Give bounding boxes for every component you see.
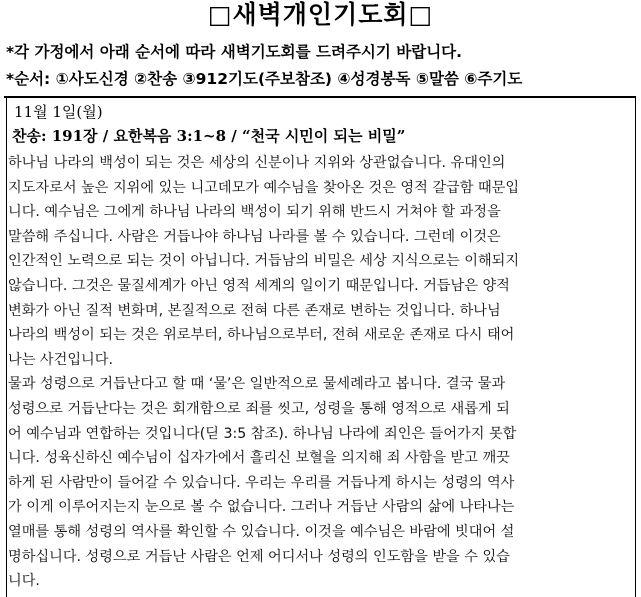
body-line: 니다. [8, 573, 40, 590]
body-line: 나는 사건입니다. [8, 351, 113, 368]
body-line: 하게 된 사람만이 들어갈 수 있습니다. 우리는 우리를 거듭나게 하시는 성령의 역사 [8, 474, 515, 491]
body-line: 니다. 예수님은 그에게 하나님 나라의 백성이 되기 위해 반드시 거쳐야 할 과정을 [8, 204, 501, 221]
body-line: 하나님 나라의 백성이 되는 것은 세상의 신분이나 지위와 상관없습니다. 유대인의 [8, 155, 506, 171]
hymn-scripture-line: 찬송: 191장 / 요한복음 3:1~8 / “천국 시민이 되는 비밀” [12, 127, 406, 145]
body-line: 명하십니다. 성령으로 거듭난 사람은 언제 어디서나 성령의 인도함을 받을 수 있습 [8, 548, 510, 565]
body-line: 어 예수님과 연합하는 것입니다(딛 3:5 참조). 하나님 나라에 죄인은 들어가지 못합 [8, 425, 517, 442]
body-line: 열매를 통해 성령의 역사를 확인할 수 있습니다. 이것을 예수님은 바람에 빗대어 설 [8, 523, 515, 540]
body-line: 나라의 백성이 되는 것은 위로부터, 하나님으로부터, 전혀 새로운 존재로 다시 태어 [8, 327, 515, 344]
body-line: 지도자로서 높은 지위에 있는 니고데모가 예수님을 찾아온 것은 영적 갈급함 때문입 [8, 179, 520, 196]
order-of-service: *순서: ①사도신경 ②찬송 ③912기도(주보참조) ④성경봉독 ⑤말씀 ⑥주기도 [6, 70, 523, 88]
devotion-body [8, 151, 635, 594]
body-line: 성령으로 거듭난다는 것은 회개함으로 죄를 씻고, 성령을 통해 영적으로 새롭게 되 [8, 400, 510, 417]
page-title: □새벽개인기도회□ [207, 0, 434, 29]
body-line: 말씀해 주십니다. 사람은 거듭나야 하나님 나라를 볼 수 있습니다. 그런데 이것은 [8, 228, 501, 245]
body-line: 인간적인 노력으로 되는 것이 아닙니다. 거듭남의 비밀은 세상 지식으로는 이해되지 [8, 253, 520, 270]
body-line: 않습니다. 그것은 물질세계가 아닌 영적 세계의 일이기 때문입니다. 거듭남은 양적 [8, 277, 510, 294]
body-line: 물과 성령으로 거듭난다고 할 때 ‘물’은 일반적으로 물세례라고 봅니다. 결국 물과 [8, 376, 506, 393]
instruction-notice: *각 가정에서 아래 순서에 따라 새벽기도회를 드려주시기 바랍니다. [6, 43, 463, 61]
body-line: 가 이게 이루어지는지 눈으로 볼 수 없습니다. 그러나 거듭난 사람의 삶에 나타나는 [8, 499, 515, 516]
devotion-date: 11월 1일(월) [14, 103, 103, 121]
body-line: 니다. 성육신하신 예수님이 십자가에서 흘리신 보혈을 의지해 죄 사함을 받고 깨끗 [8, 450, 510, 467]
body-line: 변화가 아닌 질적 변화며, 본질적으로 전혀 다른 존재로 변하는 것입니다. 하나님 [8, 302, 501, 319]
